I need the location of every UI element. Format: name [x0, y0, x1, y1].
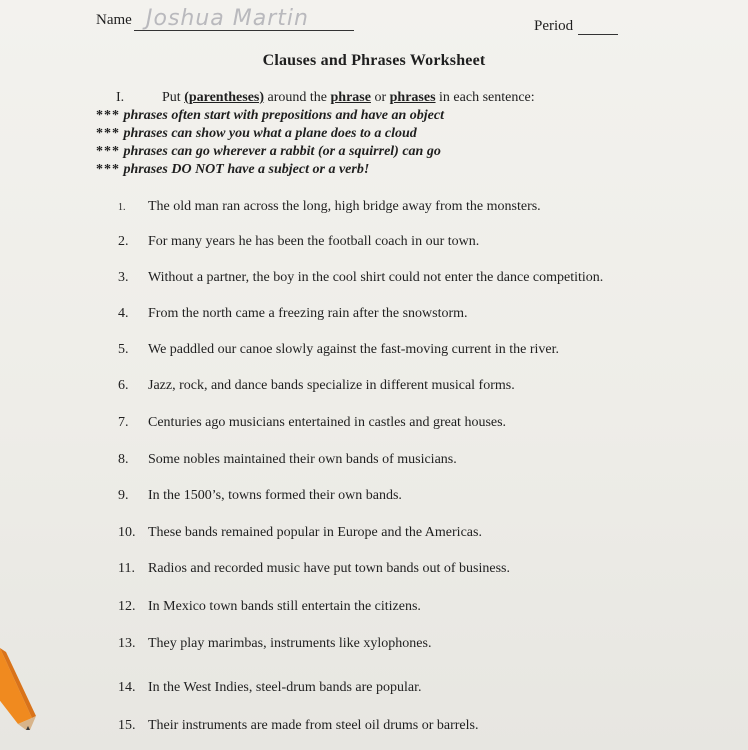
- sentence-item: [118, 718, 478, 734]
- sentence-number: 15.: [118, 718, 136, 733]
- sentence-number: 12.: [118, 599, 136, 614]
- instruction-text-4: in each sentence:: [435, 90, 535, 105]
- sentence-number: 5.: [118, 342, 129, 357]
- sentence-number: 6.: [118, 378, 129, 393]
- instruction-text-3: or: [370, 90, 390, 105]
- sentence-item: [118, 234, 479, 250]
- note-stars: ***: [96, 126, 120, 141]
- sentence-text: The old man ran across the long, high bridge away from the monsters.: [148, 199, 541, 214]
- note-stars: ***: [96, 144, 120, 159]
- sentence-item: [118, 525, 482, 541]
- sentence-text: Without a partner, the boy in the cool shirt could not enter the dance competition.: [148, 270, 604, 285]
- sentence-item: [118, 561, 510, 577]
- section-number: I.: [116, 90, 125, 105]
- sentence-item: [118, 270, 603, 286]
- sentence-text: Radios and recorded music have put town bands out of business.: [148, 561, 510, 576]
- instruction-phrases: phrases: [389, 90, 436, 105]
- sentence-number: 2.: [118, 234, 129, 249]
- sentence-item: [118, 599, 421, 615]
- sentence-item: [118, 342, 559, 358]
- page-title: Clauses and Phrases Worksheet: [262, 52, 486, 69]
- sentence-text: Some nobles maintained their own bands of musicians.: [148, 452, 457, 467]
- sentence-number: 9.: [118, 488, 129, 503]
- note-stars: ***: [96, 162, 120, 177]
- sentence-item: [118, 488, 402, 504]
- sentence-text: In the West Indies, steel-drum bands are popular.: [148, 680, 422, 695]
- note-text: phrases often start with prepositions and have an object: [123, 108, 444, 123]
- name-label: Name: [96, 12, 132, 28]
- note-item: [96, 144, 444, 162]
- sentence-text: Their instruments are made from steel oil drums or barrels.: [148, 718, 479, 733]
- note-text: phrases DO NOT have a subject or a verb!: [123, 162, 370, 177]
- period-underline: [578, 34, 618, 35]
- sentence-text: Jazz, rock, and dance bands specialize in different musical forms.: [148, 378, 515, 393]
- sentence-item: [118, 306, 468, 322]
- worksheet-header: [96, 6, 736, 38]
- sentence-number: 3.: [118, 270, 129, 285]
- sentence-number: 14.: [118, 680, 136, 695]
- sentence-item: [118, 636, 431, 652]
- sentence-number: 7.: [118, 415, 129, 430]
- instruction-text-2: around the: [264, 90, 331, 105]
- sentence-number: 8.: [118, 452, 129, 467]
- note-item: [96, 108, 444, 126]
- instruction-parentheses: (parentheses): [184, 90, 265, 105]
- notes-list: [96, 108, 444, 180]
- sentence-number: 13.: [118, 636, 136, 651]
- instruction-line: [116, 90, 535, 106]
- instruction-phrase: phrase: [330, 90, 371, 105]
- period-label: Period: [534, 18, 574, 34]
- sentence-number: 1.: [118, 202, 126, 213]
- sentence-text: They play marimbas, instruments like xylophones.: [148, 636, 432, 651]
- sentence-number: 4.: [118, 306, 129, 321]
- sentence-item: [118, 378, 515, 394]
- sentence-text: For many years he has been the football coach in our town.: [148, 234, 480, 249]
- pencil-icon: [0, 640, 80, 730]
- note-stars: ***: [96, 108, 120, 123]
- note-item: [96, 162, 444, 180]
- instruction-text-1: Put: [162, 90, 185, 105]
- sentence-number: 10.: [118, 525, 136, 540]
- name-handwritten-value: Joshua Martin: [146, 6, 309, 31]
- note-item: [96, 126, 444, 144]
- sentence-text: In the 1500’s, towns formed their own bands.: [148, 488, 402, 503]
- sentence-text: These bands remained popular in Europe and the Americas.: [148, 525, 482, 540]
- sentence-item: [118, 415, 506, 431]
- sentence-text: In Mexico town bands still entertain the citizens.: [148, 599, 421, 614]
- sentence-item: [118, 452, 457, 468]
- note-text: phrases can go wherever a rabbit (or a squirrel) can go: [123, 144, 441, 159]
- sentence-number: 11.: [118, 561, 135, 576]
- sentence-text: Centuries ago musicians entertained in castles and great houses.: [148, 415, 507, 430]
- note-text: phrases can show you what a plane does to a cloud: [123, 126, 417, 141]
- sentence-item: [118, 199, 541, 215]
- sentence-text: From the north came a freezing rain after the snowstorm.: [148, 306, 468, 321]
- sentence-text: We paddled our canoe slowly against the fast-moving current in the river.: [148, 342, 559, 357]
- sentence-item: [118, 680, 422, 696]
